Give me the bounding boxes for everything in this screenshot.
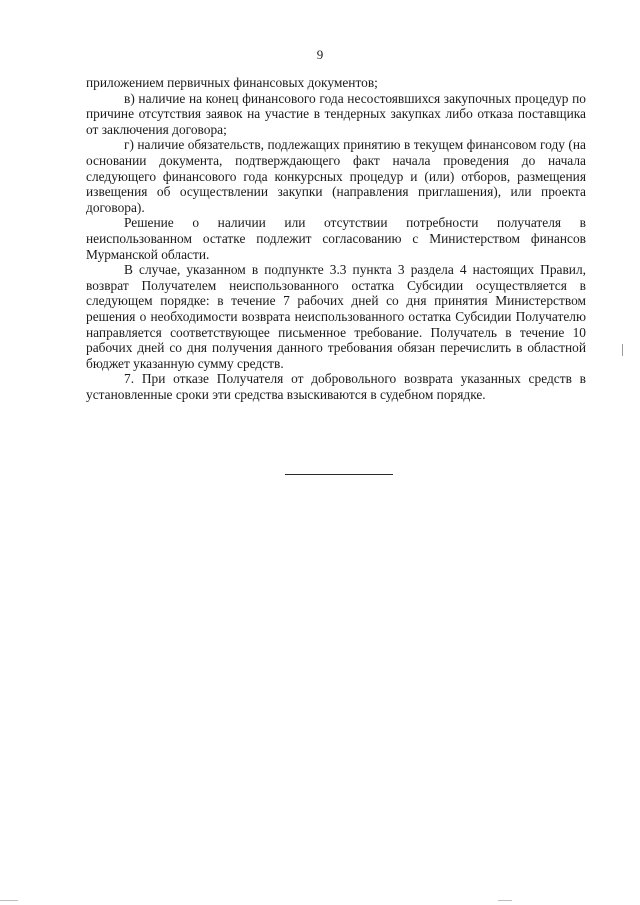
paragraph-item-v: в) наличие на конец финансового года несостоявшихся закупочных процедур по причине отсутствия заявок на участие в тендерных закупках либо отказа поставщика от заключения договора; (86, 90, 586, 137)
page-number: 9 (316, 47, 324, 62)
scan-artifact-mark (498, 900, 512, 901)
paragraph-continuation: приложением первичных финансовых документов; (86, 75, 378, 90)
paragraph-item-7: 7. При отказе Получателя от добровольного возврата указанных средств в установленные сроки эти средства взыскиваются в судебном порядке. (86, 371, 586, 402)
paragraph-item-g: г) наличие обязательств, подлежащих принятию в текущем финансовом году (на основании документа, подтверждающего факт начала проведения до начала следующего финансового года конкурсных процедур и (или) отборов, размещения извещения об осуществлении закупки (направления приглашения), или проекта договора). (86, 137, 586, 215)
end-separator-line (285, 474, 393, 475)
scan-artifact-mark (0, 900, 18, 901)
scan-artifact-mark (622, 344, 623, 356)
paragraph-decision: Решение о наличии или отсутствии потребности получателя в неиспользованном остатке подлежит согласованию с Министерством финансов Мурманской области. (86, 215, 586, 262)
paragraph-return-procedure: В случае, указанном в подпункте 3.3 пункта 3 раздела 4 настоящих Правил, возврат Получателем неиспользованного остатка Субсидии осуществляется в следующем порядке: в течение 7 рабочих дней со дня принятия Министерством решения о необходимости возврата неиспользованного остатка Субсидии Получателю направляется соответствующее письменное требование. Получатель в течение 10 рабочих дней со дня получения данного требования обязан перечислить в областной бюджет указанную сумму средств. (86, 262, 586, 371)
document-body (86, 75, 586, 402)
